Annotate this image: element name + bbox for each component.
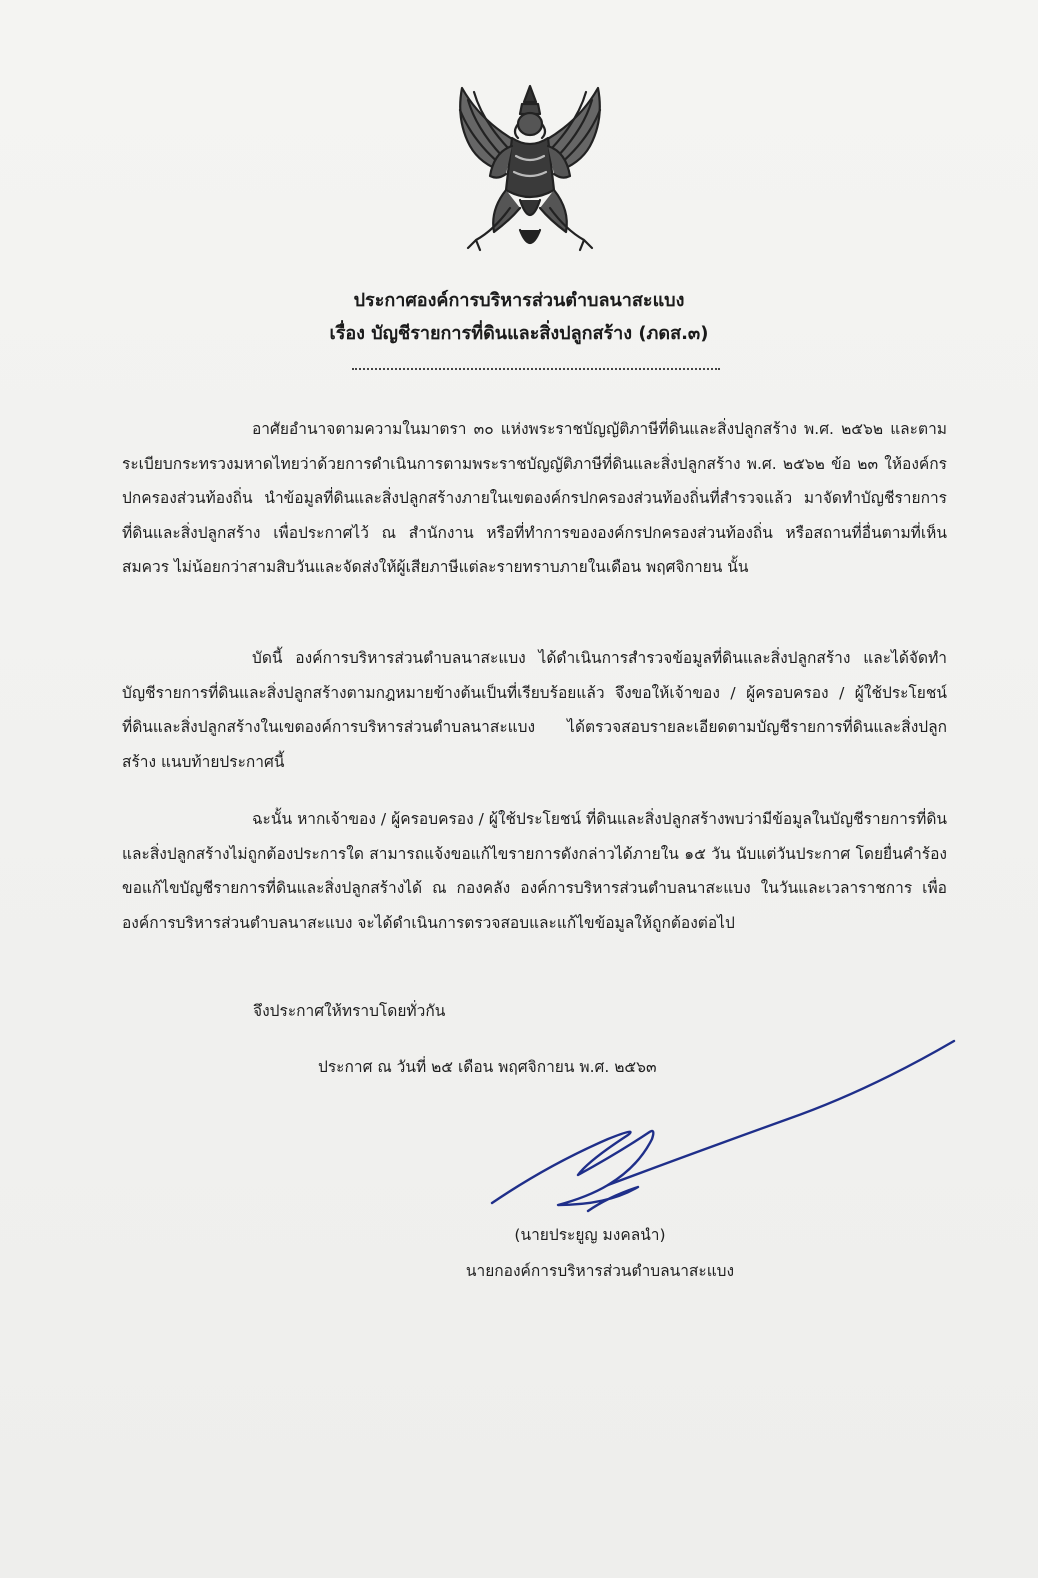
announcement-date: ประกาศ ณ วันที่ ๒๕ เดือน พฤศจิกายน พ.ศ. ๒๕๖๓ xyxy=(318,1058,657,1076)
signatory-position: นายกองค์การบริหารส่วนตำบลนาสะแบง xyxy=(465,1262,735,1280)
closing-statement: จึงประกาศให้ทราบโดยทั่วกัน xyxy=(253,1002,446,1020)
announcement-subject: เรื่อง บัญชีรายการที่ดินและสิ่งปลูกสร้าง (ภดส.๓) xyxy=(329,323,709,344)
signatory-name: (นายประยูญ มงคลนำ) xyxy=(514,1226,666,1244)
garuda-emblem-icon xyxy=(450,80,610,256)
body-paragraph-1: อาศัยอำนาจตามความในมาตรา ๓๐ แห่งพระราชบัญญัติภาษีที่ดินและสิ่งปลูกสร้าง พ.ศ. ๒๕๖๒ และตามระเบียบกระทรวงมหาดไทยว่าด้วยการดำเนินการตามพระราชบัญญัติภาษีที่ดินและสิ่งปลูกสร้าง พ.ศ. ๒๕๖๒ ข้อ ๒๓ ให้องค์กรปกครองส่วนท้องถิ่น นำข้อมูลที่ดินและสิ่งปลูกสร้างภายในเขตองค์กรปกครองส่วนท้องถิ่นที่สำรวจแล้ว มาจัดทำบัญชีรายการที่ดินและสิ่งปลูกสร้าง เพื่อประกาศไว้ ณ สำนักงาน หรือที่ทำการขององค์กรปกครองส่วนท้องถิ่น หรือสถานที่อื่นตามที่เห็นสมควร ไม่น้อยกว่าสามสิบวันและจัดส่งให้ผู้เสียภาษีแต่ละรายทราบภายในเดือน พฤศจิกายน นั้น xyxy=(122,420,947,576)
body-paragraph-2: บัดนี้ องค์การบริหารส่วนตำบลนาสะแบง ได้ดำเนินการสำรวจข้อมูลที่ดินและสิ่งปลูกสร้าง และได้จัดทำบัญชีรายการที่ดินและสิ่งปลูกสร้างตามกฎหมายข้างต้นเป็นที่เรียบร้อยแล้ว จึงขอให้เจ้าของ / ผู้ครอบครอง / ผู้ใช้ประโยชน์ ที่ดินและสิ่งปลูกสร้างในเขตองค์การบริหารส่วนตำบลนาสะแบง ได้ตรวจสอบรายละเอียดตามบัญชีรายการที่ดินและสิ่งปลูกสร้าง แนบท้ายประกาศนี้ xyxy=(122,649,947,771)
dotted-divider xyxy=(352,368,720,370)
body-paragraph-3: ฉะนั้น หากเจ้าของ / ผู้ครอบครอง / ผู้ใช้ประโยชน์ ที่ดินและสิ่งปลูกสร้างพบว่ามีข้อมูลในบัญชีรายการที่ดินและสิ่งปลูกสร้างไม่ถูกต้องประการใด สามารถแจ้งขอแก้ไขรายการดังกล่าวได้ภายใน ๑๕ วัน นับแต่วันประกาศ โดยยื่นคำร้องขอแก้ไขบัญชีรายการที่ดินและสิ่งปลูกสร้างได้ ณ กองคลัง องค์การบริหารส่วนตำบลนาสะแบง ในวันและเวลาราชการ เพื่อองค์การบริหารส่วนตำบลนาสะแบง จะได้ดำเนินการตรวจสอบและแก้ไขข้อมูลให้ถูกต้องต่อไป xyxy=(122,810,947,932)
announcement-title: ประกาศองค์การบริหารส่วนตำบลนาสะแบง xyxy=(353,290,685,311)
handwritten-signature xyxy=(488,1035,958,1215)
